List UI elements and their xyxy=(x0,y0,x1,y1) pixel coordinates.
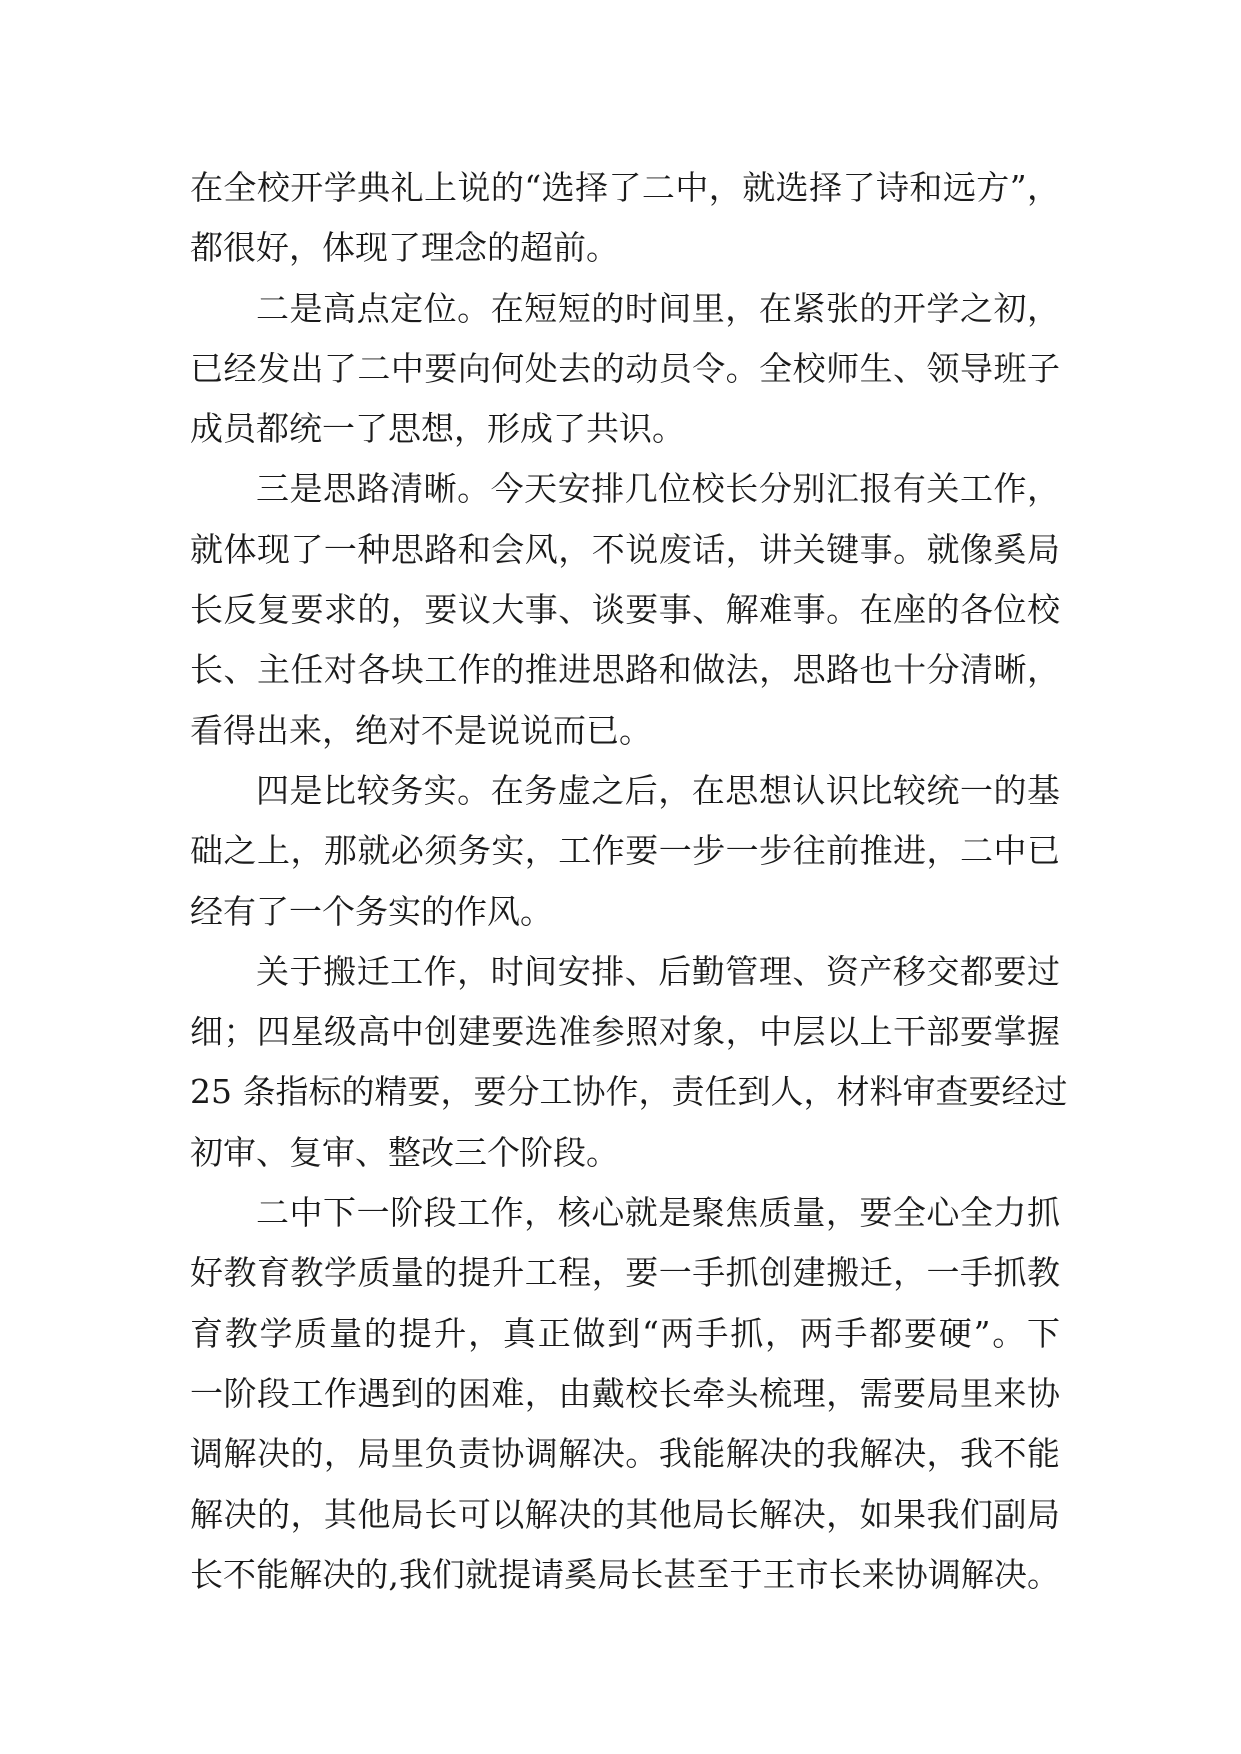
text-line: 看得出来，绝对不是说说而已。 xyxy=(190,710,652,750)
text-line: 二中下一阶段工作，核心就是聚焦质量，要全心全力抓 xyxy=(256,1193,1060,1233)
text-line: 初审、复审、整改三个阶段。 xyxy=(190,1132,619,1172)
text-line: 调解决的，局里负责协调解决。我能解决的我解决，我不能 xyxy=(190,1434,1060,1474)
text-line: 细；四星级高中创建要选准参照对象，中层以上干部要掌握 xyxy=(190,1012,1060,1052)
text-line: 础之上，那就必须务实，工作要一步一步往前推进，二中已 xyxy=(190,831,1060,871)
paragraph-next-stage xyxy=(190,1183,1060,1605)
text-line: 就体现了一种思路和会风，不说废话，讲关键事。就像奚局 xyxy=(190,529,1060,569)
paragraph-pragmatic xyxy=(190,761,1060,942)
text-line: 三是思路清晰。今天安排几位校长分别汇报有关工作， xyxy=(256,469,1060,509)
text-line: 都很好，体现了理念的超前。 xyxy=(190,228,619,268)
paragraph-high-positioning xyxy=(190,279,1060,460)
text-line: 经有了一个务实的作风。 xyxy=(190,891,553,931)
paragraph-intro-continued xyxy=(190,158,1060,279)
text-line: 育教学质量的提升，真正做到“两手抓，两手都要硬”。下 xyxy=(190,1313,1060,1353)
text-line: 在全校开学典礼上说的“选择了二中，就选择了诗和远方”， xyxy=(190,168,1060,207)
text-line: 成员都统一了思想，形成了共识。 xyxy=(190,409,685,449)
text-line: 二是高点定位。在短短的时间里，在紧张的开学之初， xyxy=(256,288,1060,328)
text-line: 长反复要求的，要议大事、谈要事、解难事。在座的各位校 xyxy=(190,590,1060,630)
text-line: 长不能解决的,我们就提请奚局长甚至于王市长来协调解决。 xyxy=(190,1554,1060,1594)
paragraph-relocation xyxy=(190,942,1068,1183)
paragraph-clear-thinking xyxy=(190,459,1060,760)
text-line: 长、主任对各块工作的推进思路和做法，思路也十分清晰， xyxy=(190,650,1060,690)
text-line: 关于搬迁工作，时间安排、后勤管理、资产移交都要过 xyxy=(256,951,1060,991)
text-line: 四是比较务实。在务虚之后，在思想认识比较统一的基 xyxy=(256,770,1060,810)
text-line: 好教育教学质量的提升工程，要一手抓创建搬迁，一手抓教 xyxy=(190,1253,1060,1293)
text-line: 25 条指标的精要，要分工协作，责任到人，材料审查要经过 xyxy=(190,1072,1068,1112)
text-line: 一阶段工作遇到的困难，由戴校长牵头梳理，需要局里来协 xyxy=(190,1373,1060,1413)
text-line: 已经发出了二中要向何处去的动员令。全校师生、领导班子 xyxy=(190,348,1060,388)
text-line: 解决的，其他局长可以解决的其他局长解决，如果我们副局 xyxy=(190,1494,1060,1534)
document-body xyxy=(190,158,1068,1605)
